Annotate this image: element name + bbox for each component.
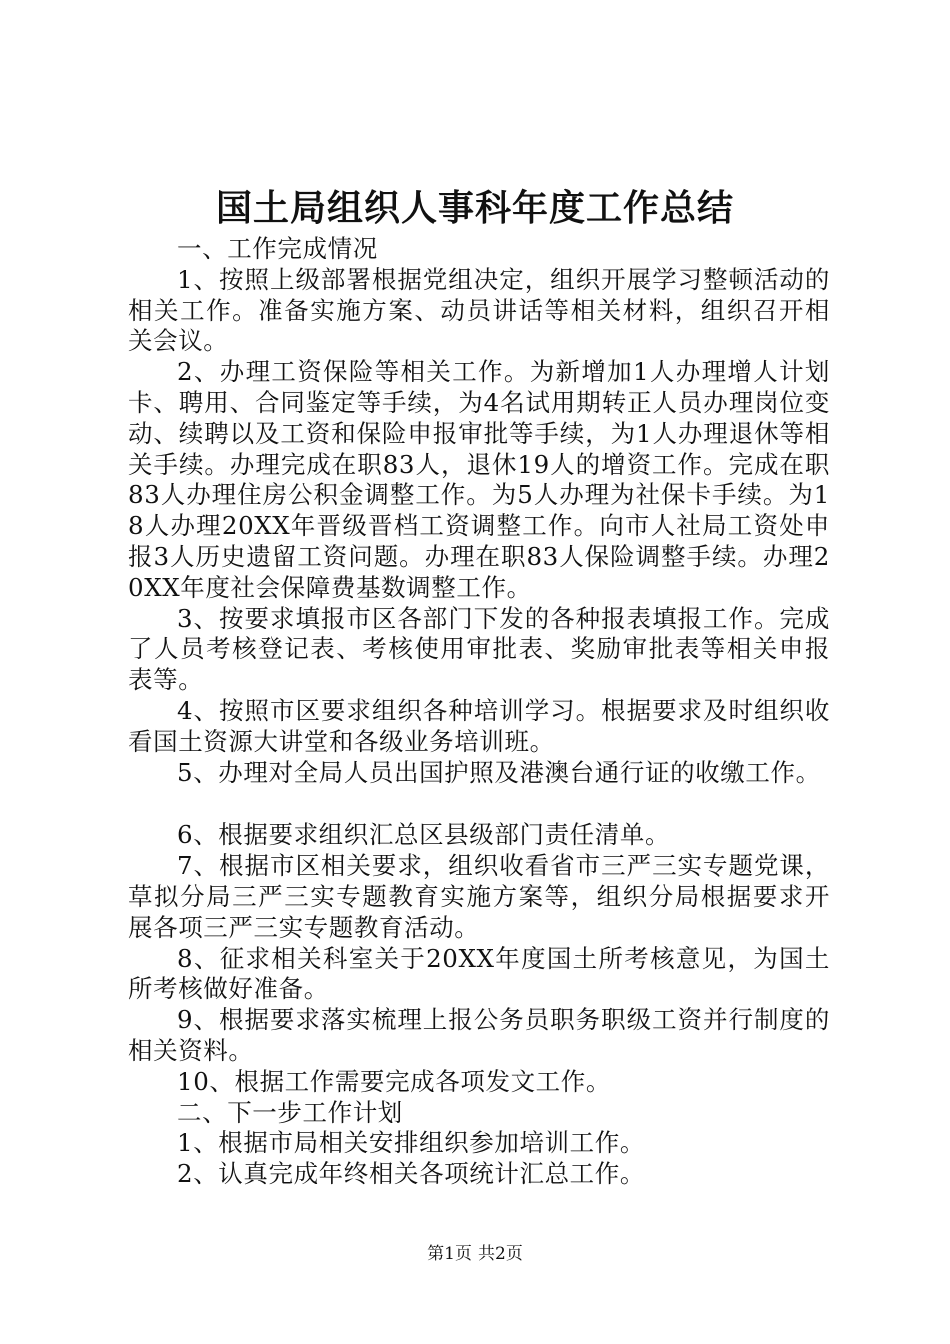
paragraph-item-6: 6、根据要求组织汇总区县级部门责任清单。 — [177, 820, 671, 850]
paragraph-item-5: 5、办理对全局人员出国护照及港澳台通行证的收缴工作。 — [177, 757, 821, 787]
paragraph-item-10: 10、根据工作需要完成各项发文工作。 — [177, 1066, 611, 1096]
page-footer — [0, 1243, 950, 1265]
blank-line — [128, 788, 830, 820]
section-heading-completion: 一、工作完成情况 — [177, 234, 378, 263]
paragraph-item-9: 9、根据要求落实梳理上报公务员职务职级工资并行制度的相关资料。 — [128, 1005, 830, 1065]
paragraph-item-4: 4、按照市区要求组织各种培训学习。根据要求及时组织收看国土资源大讲堂和各级业务培训班。 — [128, 695, 830, 756]
page-number-current: 第1页 — [427, 1244, 472, 1264]
document-body — [128, 234, 830, 1190]
plan-item-2: 2、认真完成年终相关各项统计汇总工作。 — [177, 1159, 645, 1189]
plan-item-1: 1、根据市局相关安排组织参加培训工作。 — [177, 1128, 645, 1158]
page-number-total: 共2页 — [478, 1244, 523, 1264]
paragraph-item-2: 2、办理工资保险等相关工作。为新增加1人办理增人计划卡、聘用、合同鉴定等手续，为4名试用期转正人员办理岗位变动、续聘以及工资和保险申报审批等手续，为1人办理退休等相关手续。办理完成在职83人，退休19人的增资工作。完成在职83人办理住房公积金调整工作。为5人办理为社保卡手续。为18人办理20XX年晋级晋档工资调整工作。向市人社局工资处申报3人历史遗留工资问题。办理在职83人保险调整手续。办理20XX年度社会保障费基数调整工作。 — [128, 357, 830, 602]
paragraph-item-8: 8、征求相关科室关于20XX年度国土所考核意见，为国土所考核做好准备。 — [128, 943, 830, 1004]
paragraph-item-7: 7、根据市区相关要求，组织收看省市三严三实专题党课，草拟分局三严三实专题教育实施方案等，组织分局根据要求开展各项三严三实专题教育活动。 — [128, 851, 830, 942]
paragraph-item-1: 1、按照上级部署根据党组决定，组织开展学习整顿活动的相关工作。准备实施方案、动员讲话等相关材料，组织召开相关会议。 — [128, 264, 830, 356]
paragraph-item-3: 3、按要求填报市区各部门下发的各种报表填报工作。完成了人员考核登记表、考核使用审批表、奖励审批表等相关申报表等。 — [128, 603, 830, 695]
document-title: 国土局组织人事科年度工作总结 — [215, 187, 734, 229]
section-heading-next-plan: 二、下一步工作计划 — [177, 1097, 403, 1127]
